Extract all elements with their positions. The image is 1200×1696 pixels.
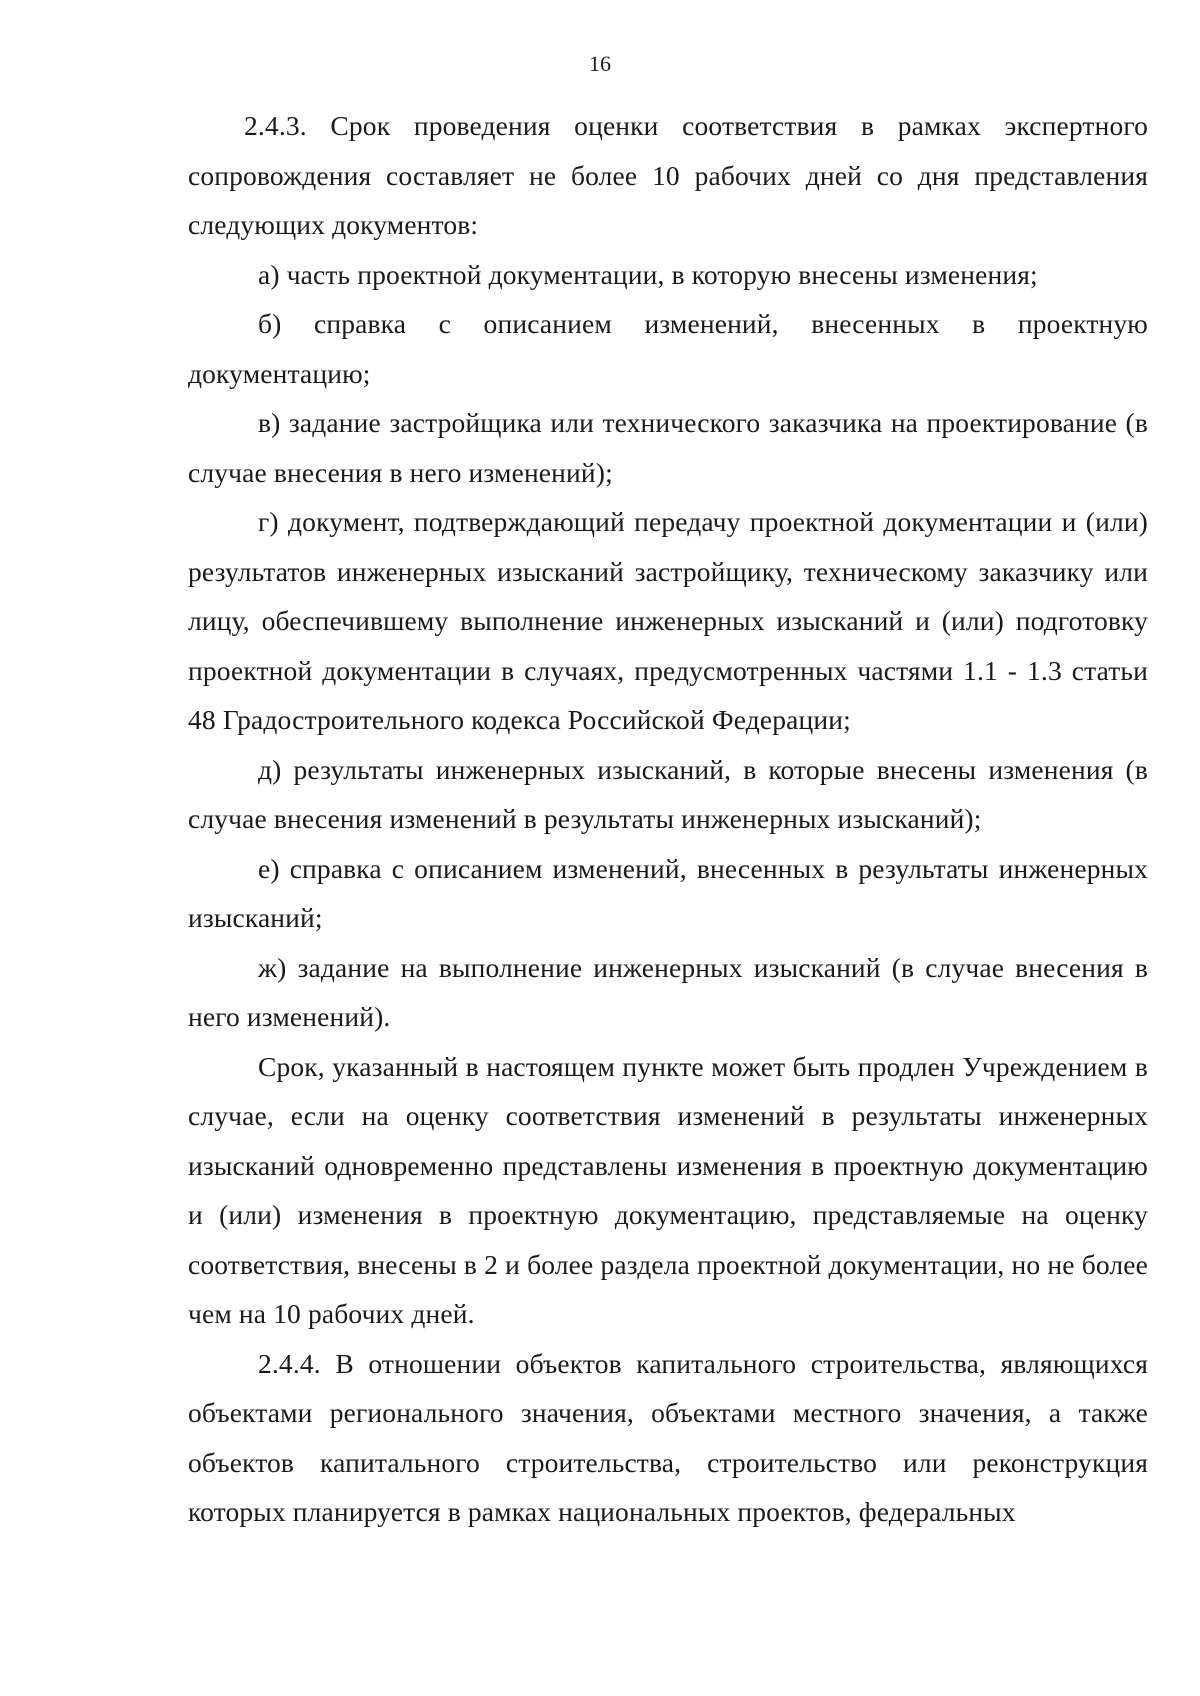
paragraph-deadline-extension: Срок, указанный в настоящем пункте может быть продлен Учреждением в случае, если на оценку соответствия изменений в результаты инженерных изысканий одновременно представлены изменения в проектную документацию и (или) изменения в проектную документацию, представляемые на оценку соответствия, внесены в 2 и более раздела проектной документации, но не более чем на 10 рабочих дней. bbox=[188, 1050, 1148, 1329]
paragraph-item-e: е) справка с описанием изменений, внесенных в результаты инженерных изысканий; bbox=[188, 852, 1148, 933]
paragraph-item-v: в) задание застройщика или технического заказчика на проектирование (в случае внесения в него изменений); bbox=[188, 407, 1148, 488]
paragraph-item-zh: ж) задание на выполнение инженерных изысканий (в случае внесения в него изменений). bbox=[188, 951, 1148, 1032]
paragraph-2-4-4: 2.4.4. В отношении объектов капитального строительства, являющихся объектами регионального значения, объектами местного значения, а также объектов капитального строительства, строительство или реконструкция которых планируется в рамках национальных проектов, федеральных bbox=[188, 1347, 1148, 1527]
page-number: 16 bbox=[589, 51, 611, 76]
paragraph-item-g: г) документ, подтверждающий передачу проектной документации и (или) результатов инженерных изысканий застройщику, техническому заказчику или лицу, обеспечившему выполнение инженерных изысканий и (или) подготовку проектной документации в случаях, предусмотренных частями 1.1 - 1.3 статьи 48 Градостроительного кодекса Российской Федерации; bbox=[188, 506, 1148, 735]
paragraph-item-a: а) часть проектной документации, в которую внесены изменения; bbox=[258, 258, 1038, 290]
document-body bbox=[188, 101, 1148, 1537]
paragraph-item-b: б) справка с описанием изменений, внесенных в проектную документацию; bbox=[188, 308, 1148, 389]
paragraph-item-d: д) результаты инженерных изысканий, в которые внесены изменения (в случае внесения изменений в результаты инженерных изысканий); bbox=[188, 753, 1148, 834]
paragraph-2-4-3: 2.4.3. Срок проведения оценки соответствия в рамках экспертного сопровождения составляет не более 10 рабочих дней со дня представления следующих документов: bbox=[188, 110, 1148, 240]
